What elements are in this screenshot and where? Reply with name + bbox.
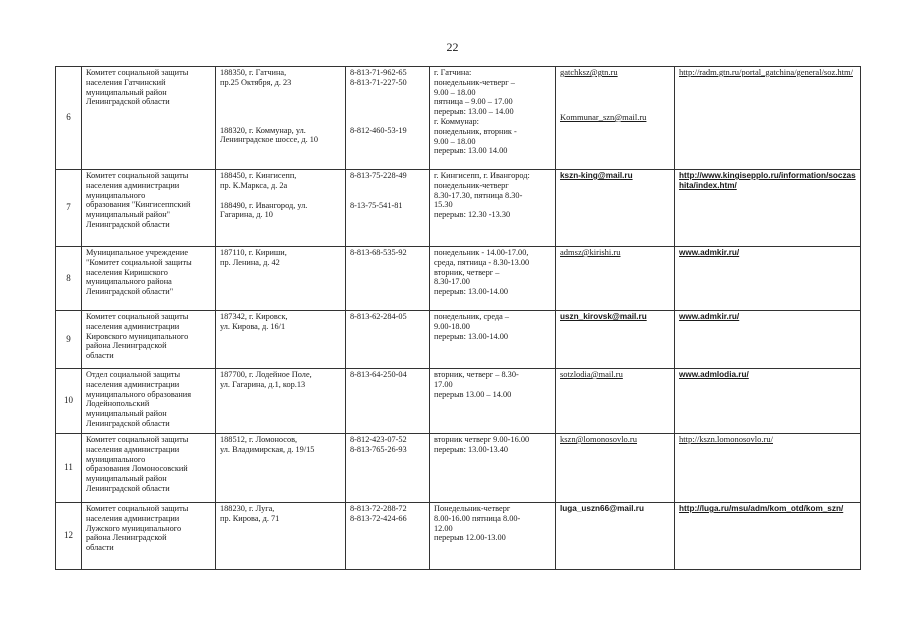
website-link[interactable]: www.admkir.ru/ bbox=[679, 248, 740, 257]
phone: 8-813-75-228-49 bbox=[350, 171, 407, 180]
email-link-secondary[interactable]: Kommunar_szn@mail.ru bbox=[560, 111, 647, 122]
table-row bbox=[56, 369, 861, 434]
table-row bbox=[56, 247, 861, 311]
phone-secondary: 8-13-75-541-81 bbox=[350, 200, 403, 210]
table-row bbox=[56, 170, 861, 247]
row-number: 6 bbox=[56, 67, 82, 170]
email-link[interactable]: admsz@kirishi.ru bbox=[560, 247, 621, 257]
working-hours: понедельник - 14.00-17.00, среда, пятница - 8.30-13.00 вторник, четверг – 8.30-17.00 перерыв: 13.00-14.00 bbox=[434, 248, 530, 297]
table-row bbox=[56, 311, 861, 369]
email-link[interactable]: kszn-king@mail.ru bbox=[560, 171, 633, 180]
website-link[interactable]: www.admlodia.ru/ bbox=[679, 370, 749, 379]
website-link[interactable]: www.admkir.ru/ bbox=[679, 312, 740, 321]
address: 187342, г. Кировск, ул. Кирова, д. 16/1 bbox=[220, 312, 288, 331]
phone: 8-813-62-284-05 bbox=[350, 312, 407, 321]
phone: 8-813-71-962-65 8-813-71-227-50 bbox=[350, 68, 407, 87]
phone: 8-813-64-250-04 bbox=[350, 370, 407, 379]
table-row bbox=[56, 67, 861, 170]
row-number: 11 bbox=[56, 434, 82, 503]
website-link[interactable]: http://radm.gtn.ru/portal_gatchina/general/soz.htm/ bbox=[679, 67, 853, 77]
email-link[interactable]: uszn_kirovsk@mail.ru bbox=[560, 312, 647, 321]
row-number: 10 bbox=[56, 369, 82, 434]
row-number: 8 bbox=[56, 247, 82, 311]
phone-secondary: 8-812-460-53-19 bbox=[350, 125, 407, 135]
working-hours: г. Кингисепп, г. Ивангород: понедельник-четверг 8.30-17.30, пятница 8.30- 15.30 перерыв: 12.30 -13.30 bbox=[434, 171, 530, 220]
page-number: 22 bbox=[446, 40, 459, 54]
working-hours: Понедельник-четверг 8.00-16.00 пятница 8.00- 12.00 перерыв 12.00-13.00 bbox=[434, 504, 521, 543]
working-hours: вторник четверг 9.00-16.00 перерыв: 13.00-13.40 bbox=[434, 435, 530, 454]
email-link[interactable]: gatchksz@gtn.ru bbox=[560, 67, 618, 77]
phone: 8-813-72-288-72 8-813-72-424-66 bbox=[350, 504, 407, 523]
address: 188450, г. Кингисепп, пр. К.Маркса, д. 2а bbox=[220, 171, 297, 190]
organization-name: Комитет социальной защиты населения администрации муниципального образования Ломоносовский муниципальный район Ленинградской области bbox=[86, 435, 189, 493]
working-hours: вторник, четверг – 8.30- 17.00 перерыв 13.00 – 14.00 bbox=[434, 370, 519, 399]
organization-name: Комитет социальной защиты населения администрации Лужского муниципального района Ленинградской области bbox=[86, 504, 189, 553]
address-secondary: 188490, г. Ивангород, ул. Гагарина, д. 10 bbox=[220, 200, 308, 220]
organization-name: Комитет социальной защиты населения администрации муниципального образования "Кингисеппский муниципальный район" Ленинградской области bbox=[86, 171, 191, 229]
phone: 8-812-423-07-52 8-813-765-26-93 bbox=[350, 435, 407, 454]
email-link[interactable]: sotzlodia@mail.ru bbox=[560, 369, 623, 379]
row-number: 12 bbox=[56, 503, 82, 570]
address: 187110, г. Кириши, пр. Ленина, д. 42 bbox=[220, 248, 287, 267]
table-row bbox=[56, 503, 861, 570]
organization-name: Муниципальное учреждение "Комитет социальной защиты населения Киришского муниципального района Ленинградской области" bbox=[86, 248, 192, 297]
website-link[interactable]: http://luga.ru/msu/adm/kom_otd/kom_szn/ bbox=[679, 504, 844, 513]
phone: 8-813-68-535-92 bbox=[350, 248, 407, 257]
address: 188350, г. Гатчина, пр.25 Октября, д. 23 bbox=[220, 68, 292, 87]
row-number: 7 bbox=[56, 170, 82, 247]
social-protection-table bbox=[55, 66, 861, 570]
email-link[interactable]: kszn@lomonosovlo.ru bbox=[560, 434, 638, 444]
row-number: 9 bbox=[56, 311, 82, 369]
email-address[interactable]: luga_uszn66@mail.ru bbox=[560, 504, 644, 513]
working-hours: г. Гатчина: понедельник-четверг – 9.00 – 18.00 пятница – 9.00 – 17.00 перерыв: 13.00 – 14.00 г. Коммунар: понедельник, вторник - 9.00 – 18.00 перерыв: 13.00 14.00 bbox=[434, 68, 517, 156]
working-hours: понедельник, среда – 9.00-18.00 перерыв: 13.00-14.00 bbox=[434, 312, 510, 341]
organization-name: Комитет социальной защиты населения Гатчинский муниципальный район Ленинградской области bbox=[86, 68, 189, 107]
website-link[interactable]: http://kszn.lomonosovlo.ru/ bbox=[679, 434, 773, 444]
address: 188230, г. Луга, пр. Кирова, д. 71 bbox=[220, 504, 280, 523]
organization-name: Комитет социальной защиты населения администрации Кировского муниципального района Ленинградской области bbox=[86, 312, 189, 361]
organization-name: Отдел социальной защиты населения администрации муниципального образования Лодейнопольский муниципальный район Ленинградской области bbox=[86, 370, 192, 428]
table-row bbox=[56, 434, 861, 503]
address: 188512, г. Ломоносов, ул. Владимирская, д. 19/15 bbox=[220, 435, 315, 454]
address: 187700, г. Лодейное Поле, ул. Гагарина, д.1, кор.13 bbox=[220, 370, 312, 389]
address-secondary: 188320, г. Коммунар, ул. Ленинградское шоссе, д. 10 bbox=[220, 125, 319, 145]
website-link[interactable]: http://www.kingisepplo.ru/information/soczashita/index.htm/ bbox=[679, 171, 856, 190]
